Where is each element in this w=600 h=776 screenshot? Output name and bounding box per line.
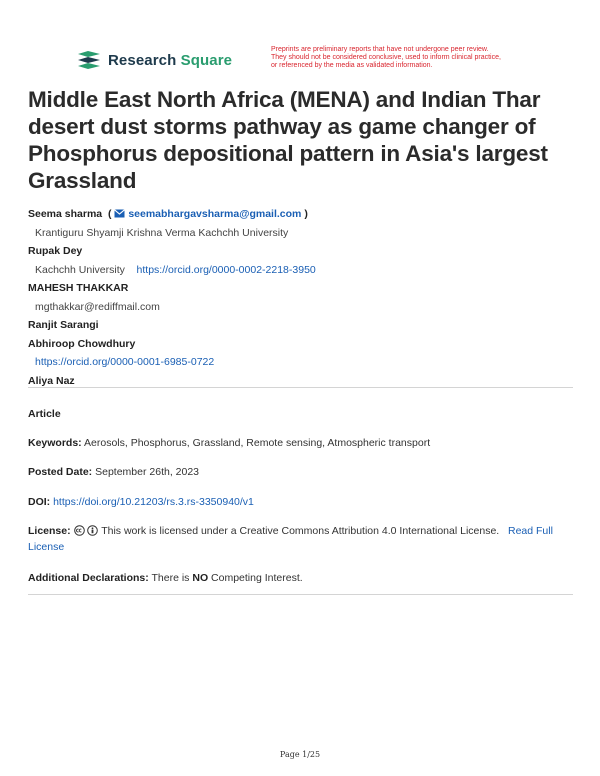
- doi-link[interactable]: https://doi.org/10.21203/rs.3.rs-3350940/v1: [53, 496, 254, 508]
- author-list: [28, 205, 576, 390]
- divider: [28, 594, 573, 595]
- read-full-license-link[interactable]: Read Full License: [28, 525, 553, 553]
- author-name: Seema sharma: [28, 208, 103, 220]
- article-type: Article: [28, 408, 61, 420]
- license-row: [28, 523, 576, 555]
- author-name: Rupak Dey: [28, 245, 83, 257]
- author-affiliation: Kachchh University: [35, 263, 125, 276]
- orcid-link[interactable]: https://orcid.org/0000-0002-2218-3950: [136, 263, 316, 276]
- page-number: Page 1/25: [279, 750, 321, 759]
- doi-row: [28, 494, 576, 510]
- license-label: License:: [28, 525, 71, 537]
- page-header: [0, 0, 600, 80]
- divider: [28, 387, 573, 388]
- author-name: MAHESH THAKKAR: [28, 282, 129, 294]
- keywords-value: Aerosols, Phosphorus, Grassland, Remote sensing, Atmospheric transport: [84, 437, 431, 449]
- preprint-notice: Preprints are preliminary reports that have not undergone peer review. They should not be considered conclusive, used to inform clinical practice, or referenced by the media as validated information.: [271, 46, 501, 69]
- declarations-label: Additional Declarations:: [28, 572, 149, 584]
- attribution-icon: [87, 525, 98, 536]
- research-square-logo-icon: [76, 50, 102, 70]
- author-affiliation: Krantiguru Shyamji Krishna Verma Kachchh University: [35, 226, 289, 239]
- research-square-logo[interactable]: [76, 50, 232, 70]
- author-entry: Seema sharma ( seemabhargavsharma@gmail.com ): [28, 208, 308, 220]
- license-text: This work is licensed under a Creative Commons Attribution 4.0 International License.: [101, 525, 500, 537]
- posted-date-row: [28, 464, 576, 480]
- author-name: Abhiroop Chowdhury: [28, 337, 136, 350]
- paper-title: Middle East North Africa (MENA) and Indian Thar desert dust storms pathway as game changer of Phosphorus depositional pattern in Asia's largest Grassland: [28, 87, 548, 193]
- keywords-label: Keywords:: [28, 437, 82, 449]
- envelope-icon: [114, 209, 125, 218]
- author-name: Aliya Naz: [28, 374, 75, 387]
- author-affiliation: mgthakkar@rediffmail.com: [35, 300, 160, 313]
- author-name: Ranjit Sarangi: [28, 319, 99, 331]
- keywords-row: [28, 435, 576, 451]
- creative-commons-icon: [74, 525, 85, 536]
- logo-text: Research Square: [108, 51, 233, 69]
- posted-date-label: Posted Date:: [28, 466, 93, 478]
- author-orcid-row: [28, 353, 576, 372]
- posted-date-value: September 26th, 2023: [95, 466, 200, 478]
- doi-label: DOI:: [28, 496, 51, 508]
- declarations-row: Additional Declarations: There is NO Competing Interest.: [28, 572, 303, 584]
- orcid-link[interactable]: https://orcid.org/0000-0001-6985-0722: [35, 356, 215, 368]
- author-email-link[interactable]: seemabhargavsharma@gmail.com: [128, 208, 302, 220]
- author-affiliation-row: [28, 261, 576, 280]
